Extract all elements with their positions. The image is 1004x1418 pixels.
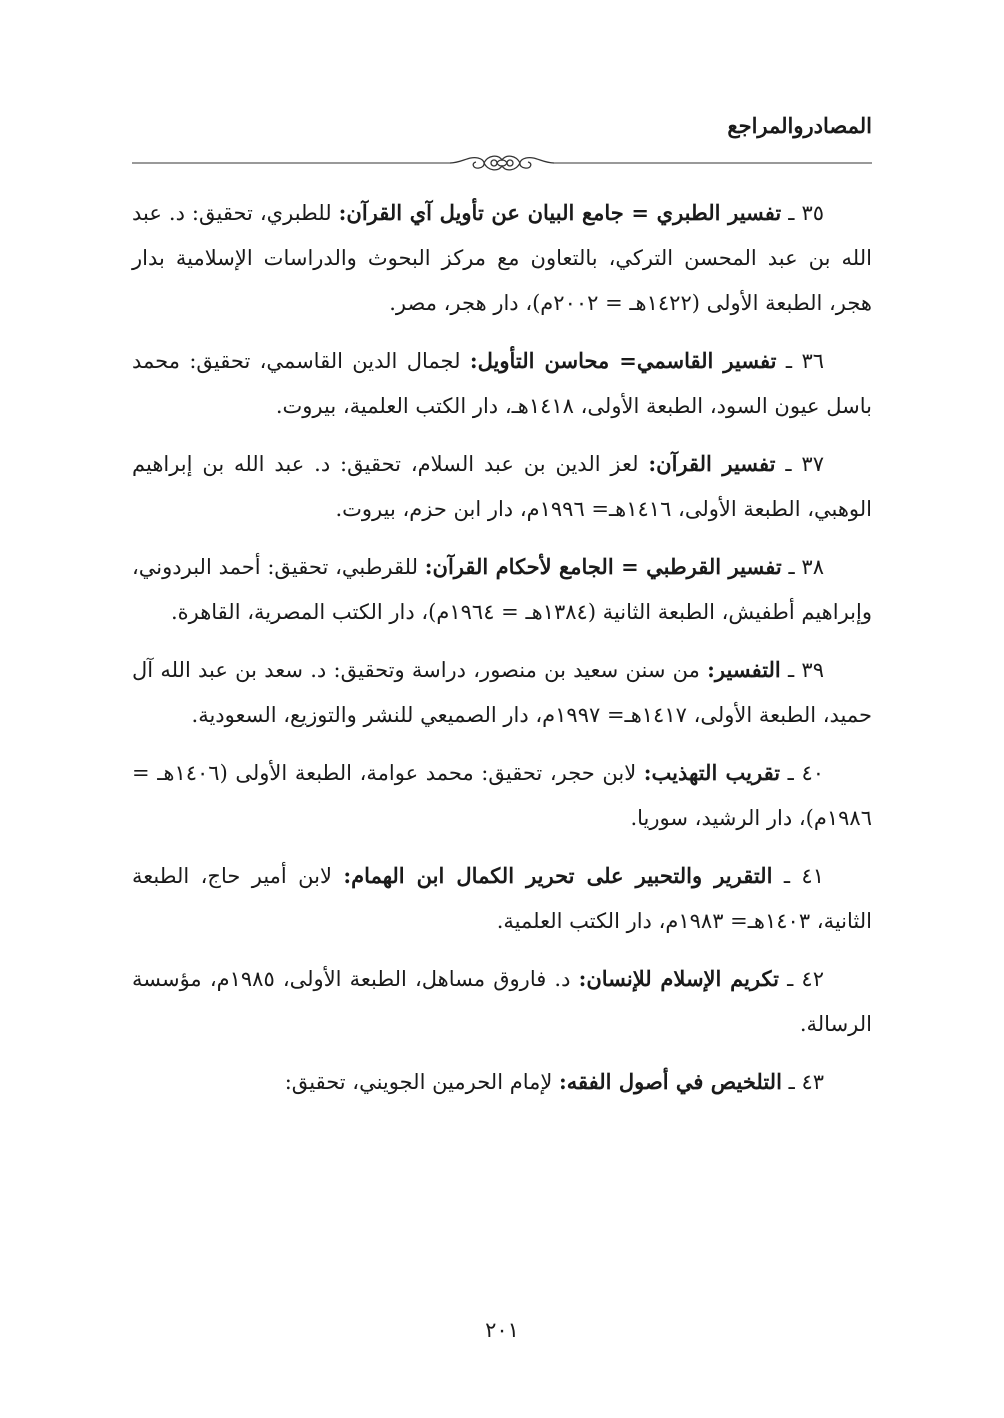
entry-number: ٣٧	[801, 452, 824, 476]
reference-entry: ٣٦ ـ تفسير القاسمي= محاسن التأويل: لجمال الدين القاسمي، تحقيق: محمد باسل عيون السود، الطبعة الأولى، ١٤١٨هـ، دار الكتب العلمية، بيروت.	[132, 348, 872, 418]
entry-number: ٤٠	[801, 761, 824, 785]
entry-body: للطبري، تحقيق: د. عبد الله بن عبد المحسن التركي، بالتعاون مع مركز البحوث والدراسات الإسلامية بدار هجر، الطبعة الأولى (١٤٢٢هـ = ٢٠٠٢م)، دار هجر، مصر.	[132, 201, 872, 315]
entry-title: تفسير القاسمي= محاسن التأويل:	[469, 348, 777, 373]
entry-title: تفسير القرطبي = الجامع لأحكام القرآن:	[424, 554, 782, 579]
entry-title: تفسير القرآن:	[648, 451, 776, 476]
reference-entry: ٤٢ ـ تكريم الإسلام للإنسان: د. فاروق مساهل، الطبعة الأولى، ١٩٨٥م، مؤسسة الرسالة.	[132, 966, 872, 1036]
entry-title: تفسير الطبري = جامع البيان عن تأويل آي القرآن:	[338, 200, 782, 225]
entry-body: لابن حجر، تحقيق: محمد عوامة، الطبعة الأولى (١٤٠٦هـ = ١٩٨٦م)، دار الرشيد، سوريا.	[132, 761, 872, 830]
running-header: المصادروالمراجع	[727, 113, 872, 138]
entry-body: للقرطبي، تحقيق: أحمد البردوني، وإبراهيم أطفيش، الطبعة الثانية (١٣٨٤هـ = ١٩٦٤م)، دار الكتب المصرية، القاهرة.	[132, 555, 872, 624]
entry-number: ٣٩	[801, 658, 824, 682]
entry-title: تقريب التهذيب:	[643, 760, 781, 785]
entry-title: التقرير والتحبير على تحرير الكمال ابن الهمام:	[343, 863, 773, 888]
reference-entry: ٣٩ ـ التفسير: من سنن سعيد بن منصور، دراسة وتحقيق: د. سعد بن عبد الله آل حميد، الطبعة الأولى، ١٤١٧هـ= ١٩٩٧م، دار الصميعي للنشر والتوزيع، السعودية.	[132, 657, 872, 727]
entry-number: ٤١	[801, 864, 824, 888]
entry-number: ٤٣	[801, 1070, 824, 1094]
reference-entry: ٣٥ ـ تفسير الطبري = جامع البيان عن تأويل آي القرآن: للطبري، تحقيق: د. عبد الله بن عبد المحسن التركي، بالتعاون مع مركز البحوث والدراسات الإسلامية بدار هجر، الطبعة الأولى (١٤٢٢هـ = ٢٠٠٢م)، دار هجر، مصر.	[132, 200, 872, 315]
entry-title: التلخيص في أصول الفقه:	[559, 1069, 782, 1094]
arabesque-divider-icon	[132, 152, 872, 174]
entry-body: من سنن سعيد بن منصور، دراسة وتحقيق: د. سعد بن عبد الله آل حميد، الطبعة الأولى، ١٤١٧هـ= ١٩٩٧م، دار الصميعي للنشر والتوزيع، السعودية.	[132, 658, 872, 727]
entry-body: لجمال الدين القاسمي، تحقيق: محمد باسل عيون السود، الطبعة الأولى، ١٤١٨هـ، دار الكتب العلمية، بيروت.	[132, 349, 872, 418]
entry-body: لإمام الحرمين الجويني، تحقيق:	[284, 1070, 553, 1094]
entry-number: ٣٦	[801, 349, 824, 373]
entry-title: التفسير:	[707, 657, 781, 682]
reference-entry: ٤٠ ـ تقريب التهذيب: لابن حجر، تحقيق: محمد عوامة، الطبعة الأولى (١٤٠٦هـ = ١٩٨٦م)، دار الرشيد، سوريا.	[132, 760, 872, 830]
entry-body: د. فاروق مساهل، الطبعة الأولى، ١٩٨٥م، مؤسسة الرسالة.	[132, 967, 872, 1036]
reference-entry: ٤١ ـ التقرير والتحبير على تحرير الكمال ابن الهمام: لابن أمير حاج، الطبعة الثانية، ١٤٠٣هـ= ١٩٨٣م، دار الكتب العلمية.	[132, 863, 872, 933]
page-number: ٢٠١	[485, 1318, 519, 1342]
reference-entry: ٣٧ ـ تفسير القرآن: لعز الدين بن عبد السلام، تحقيق: د. عبد الله بن إبراهيم الوهبي، الطبعة الأولى، ١٤١٦هـ= ١٩٩٦م، دار ابن حزم، بيروت.	[132, 451, 872, 521]
entry-number: ٣٨	[801, 555, 824, 579]
references-list	[132, 190, 872, 1117]
entry-number: ٣٥	[801, 201, 825, 225]
reference-entry: ٤٣ ـ التلخيص في أصول الفقه: لإمام الحرمين الجويني، تحقيق:	[284, 1069, 824, 1094]
entry-number: ٤٢	[801, 967, 824, 991]
reference-entry: ٣٨ ـ تفسير القرطبي = الجامع لأحكام القرآن: للقرطبي، تحقيق: أحمد البردوني، وإبراهيم أطفيش، الطبعة الثانية (١٣٨٤هـ = ١٩٦٤م)، دار الكتب المصرية، القاهرة.	[132, 554, 872, 624]
entry-title: تكريم الإسلام للإنسان:	[578, 966, 779, 991]
entry-body: لابن أمير حاج، الطبعة الثانية، ١٤٠٣هـ= ١٩٨٣م، دار الكتب العلمية.	[132, 864, 872, 933]
entry-body: لعز الدين بن عبد السلام، تحقيق: د. عبد الله بن إبراهيم الوهبي، الطبعة الأولى، ١٤١٦هـ= ١٩٩٦م، دار ابن حزم، بيروت.	[132, 452, 872, 521]
